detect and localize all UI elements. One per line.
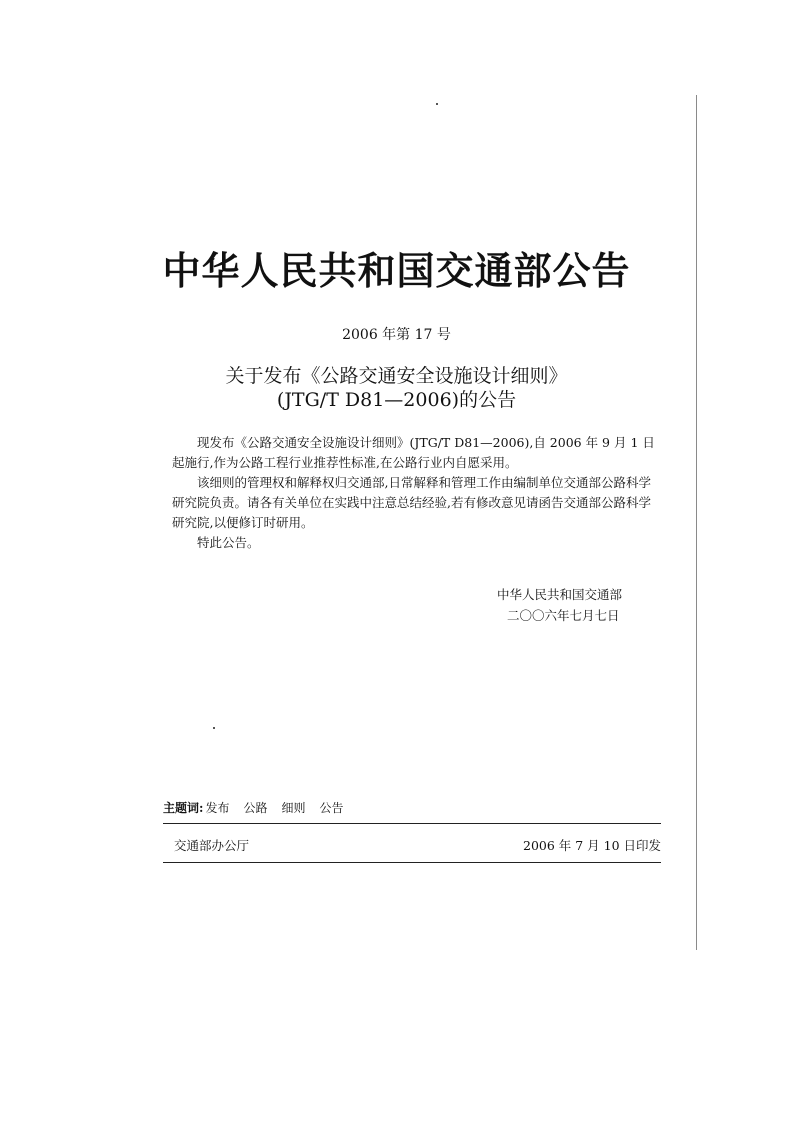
subject-keywords bbox=[163, 799, 344, 816]
notice-body bbox=[172, 433, 662, 553]
scan-speck bbox=[213, 727, 215, 729]
page-edge-rule bbox=[696, 95, 697, 950]
keyword: 发布 bbox=[205, 801, 230, 815]
keyword: 细则 bbox=[281, 801, 306, 815]
keyword: 公告 bbox=[319, 801, 344, 815]
scan-speck bbox=[436, 103, 438, 105]
signature-block bbox=[497, 584, 622, 626]
signature-org: 中华人民共和国交通部 bbox=[497, 587, 623, 602]
footer-divider-bottom bbox=[163, 862, 661, 863]
body-paragraph: 该细则的管理权和解释权归交通部,日常解释和管理工作由编制单位交通部公路科学研究院负责。请各有关单位在实践中注意总结经验,若有修改意见请函告交通部公路科学研究院,以便修订时研用。 bbox=[172, 475, 651, 530]
print-date: 2006 年 7 月 10 日印发 bbox=[523, 838, 662, 853]
issuing-office: 交通部办公厅 bbox=[174, 838, 250, 853]
body-paragraph: 特此公告。 bbox=[197, 535, 260, 550]
signature-date: 二〇〇六年七月七日 bbox=[507, 608, 620, 623]
body-paragraph: 现发布《公路交通安全设施设计细则》(JTG/T D81—2006),自 2006 年 9 月 1 日起施行,作为公路工程行业推荐性标准,在公路行业内自愿采用。 bbox=[172, 435, 655, 470]
document-number: 2006 年第 17 号 bbox=[342, 327, 451, 343]
keyword: 公路 bbox=[243, 801, 268, 815]
notice-title-line1: 关于发布《公路交通安全设施设计细则》 bbox=[225, 365, 568, 387]
notice-title-line2: (JTG/T D81—2006)的公告 bbox=[276, 389, 517, 411]
footer-divider-top bbox=[163, 823, 661, 824]
keywords-label: 主题词: bbox=[163, 801, 204, 815]
page-title: 中华人民共和国交通部公告 bbox=[162, 248, 631, 293]
